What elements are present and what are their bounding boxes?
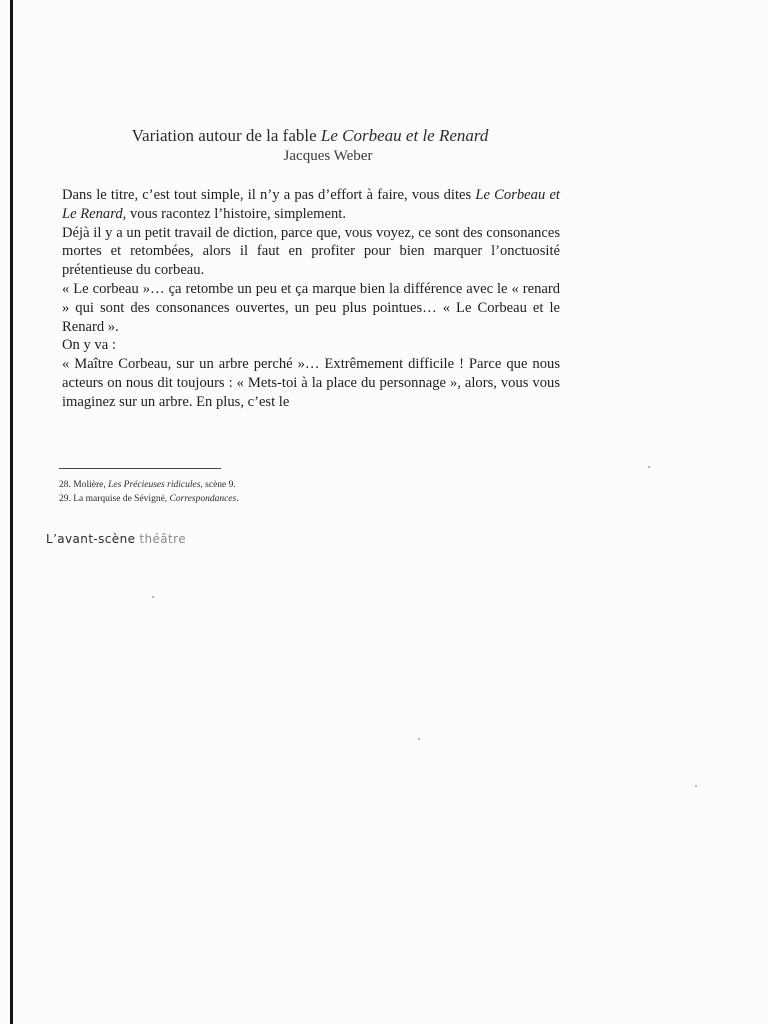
article-author: Jacques Weber (283, 148, 373, 164)
publisher-name: L’avant-scène (46, 532, 136, 546)
paragraph: « Maître Corbeau, sur un arbre perché »… Extrêmement difficile ! Parce que nous acteurs on nous dit toujours : « Mets-toi à la place du personnage », alors, vous vous imaginez sur un arbre. En plus, c’est le (62, 356, 560, 410)
publisher-logo (46, 532, 186, 546)
footnote-work-title: Les Précieuses ridicules (108, 480, 201, 490)
paragraph-text: , vous racontez l’histoire, simplement. (122, 205, 346, 222)
footnote-28 (59, 478, 239, 492)
footnote-work-title: Correspondances (169, 494, 237, 504)
paragraph: On y va : (62, 337, 116, 354)
fable-name-italic: Le Corbeau et Le Renard (62, 187, 560, 222)
article-title (60, 126, 560, 146)
footnote-separator (59, 468, 221, 469)
footnotes (59, 478, 239, 506)
footnote-text: . (236, 494, 239, 504)
publisher-collection: théâtre (139, 532, 186, 546)
footnote-text: , scène 9. (200, 480, 236, 490)
scan-speck (152, 596, 154, 598)
scan-speck (648, 466, 650, 468)
scan-speck (695, 785, 697, 787)
title-prefix: Variation autour de la fable (131, 126, 321, 145)
paragraph-text: Dans le titre, c’est tout simple, il n’y a pas d’effort à faire, vous dites (62, 187, 476, 203)
paragraph (62, 186, 560, 224)
scan-speck (418, 738, 420, 740)
article-header (60, 126, 560, 166)
article-body (62, 186, 560, 412)
paragraph: « Le corbeau »… ça retombe un peu et ça marque bien la différence avec le « renard » qui sont des consonances ouvertes, un peu plus pointues… « Le Corbeau et le Renard ». (62, 280, 560, 335)
paragraph: Déjà il y a un petit travail de diction, parce que, vous voyez, ce sont des consonances mortes et retombées, alors il faut en profiter pour bien marquer l’onctuosité prétentieuse du corbeau. (62, 224, 560, 279)
footnote-text: 29. La marquise de Sévigné, (59, 494, 170, 504)
footnote-29 (59, 492, 239, 506)
page-left-edge (10, 0, 13, 1024)
footnote-text: 28. Molière, (59, 480, 109, 490)
title-fable-name: Le Corbeau et le Renard (320, 126, 489, 145)
